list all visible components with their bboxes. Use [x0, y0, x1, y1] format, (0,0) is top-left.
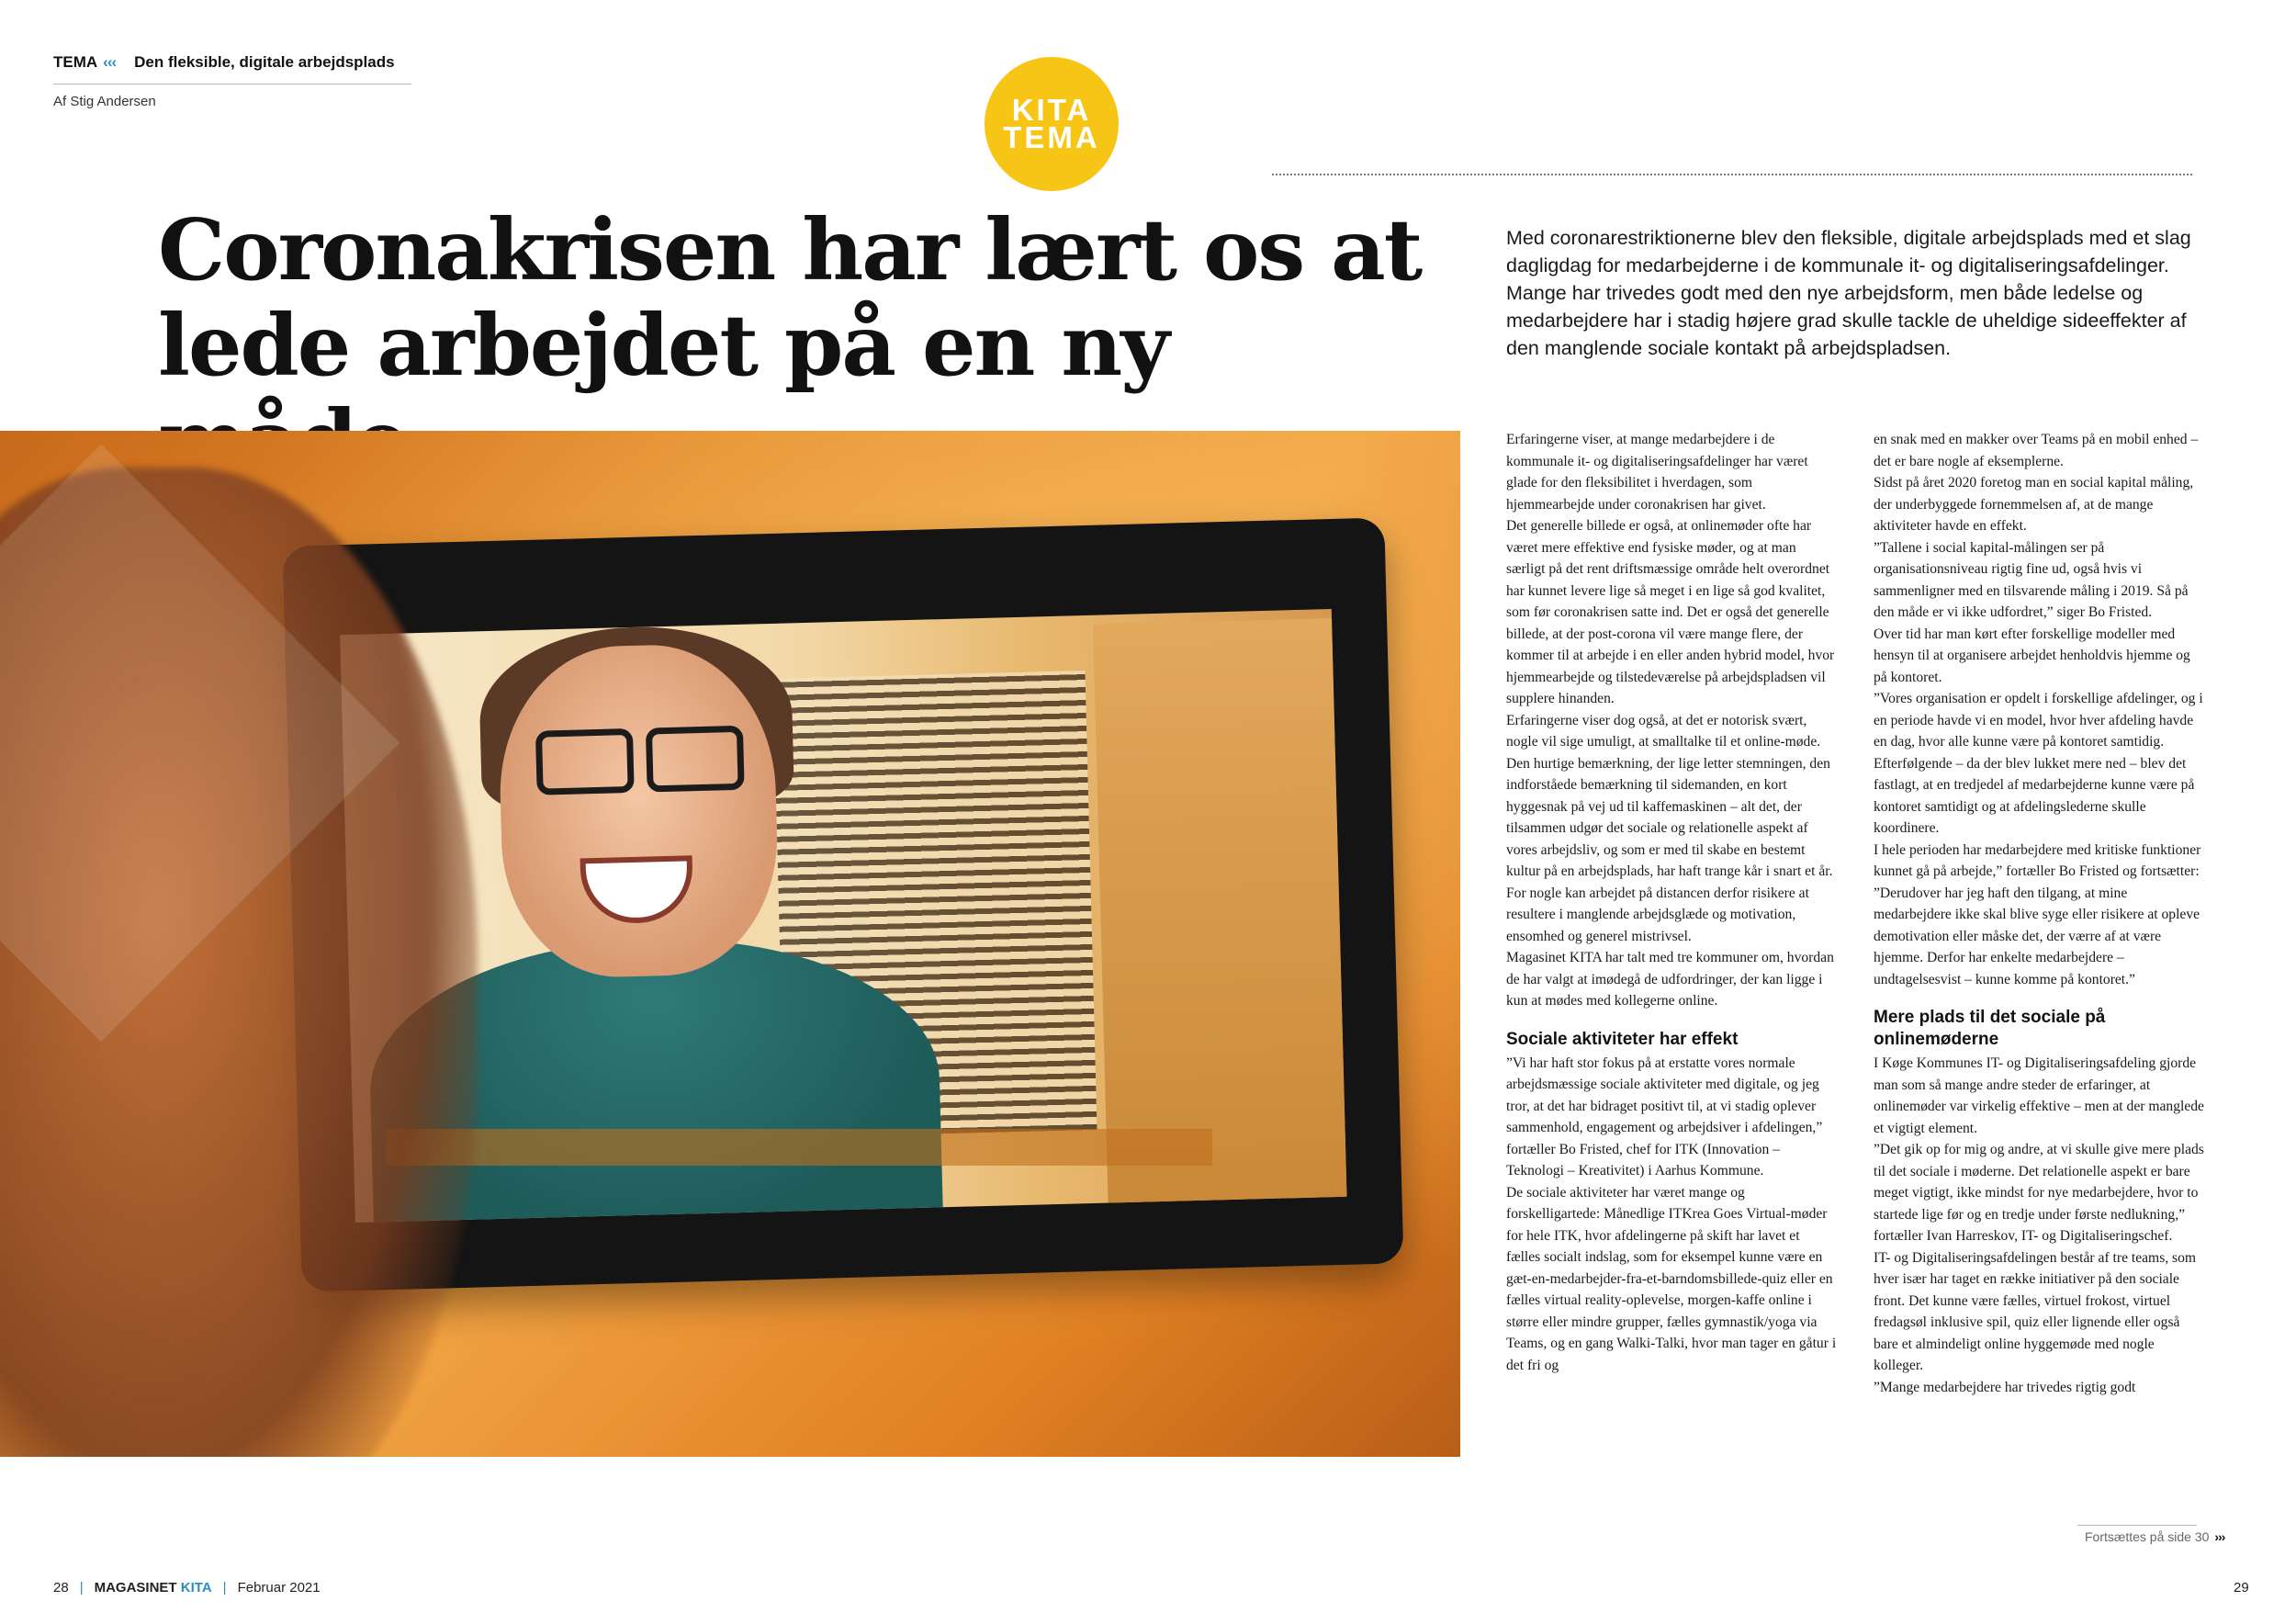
separator: |: [79, 1580, 84, 1596]
paragraph: I Køge Kommunes IT- og Digitaliseringsafdeling gjorde man som så mange andre steder de erfaringer, at onlinemøder var virkelig effektive – men at der manglede et vigtigt element.: [1874, 1055, 2204, 1136]
logo-line-2: TEMA: [1003, 120, 1100, 154]
paragraph: For nogle kan arbejdet på distancen derfor risikere at resultere i manglende arbejdsglæde og motivation, ensomhed og generel mistrivsel.: [1506, 885, 1809, 944]
paragraph: ”Det gik op for mig og andre, at vi skulle give mere plads til det sociale i møderne. Det relationelle aspekt er bare meget vigtigt, ikke mindst for nye medarbejdere, hvor to startede lige før og en tredje under første nedlukning,” fortæller Ivan Harreskov, IT- og Digitaliseringschef.: [1874, 1142, 2204, 1244]
continued-divider: [2077, 1525, 2197, 1526]
paragraph: Det generelle billede er også, at onlinemøder ofte har været mere effektive end fysiske møder, og at man særligt på det rent driftsmæssige område helt overordnet har kunnet levere lige så meget i en lige så god kvalitet, som før coronakrisen satte ind. Det er også det generelle billede, at der post-corona vil være mange flere, der kommer til at arbejde i en eller anden hybrid model, hvor hjemmearbejde og tilstedeværelse på arbejdspladsen vil supplere hinanden.: [1506, 518, 1835, 706]
paragraph: ”Tallene i social kapital-målingen ser på organisationsniveau rigtig fine ud, også hvis vi sammenligner med en tilsvarende måling i 2019. Så på den måde er vi ikke udfordret,” siger Bo Fristed.: [1874, 539, 2189, 620]
chevron-right-icon: ›››: [2214, 1529, 2225, 1544]
paragraph: ”Vi har haft stor fokus på at erstatte vores normale arbejdsmæssige sociale aktiviteter med digitale, og jeg tror, at det har bidraget positivt til, at vi stadig oplever sammenhold, engagement og arbejdsiver i afdelingen,” fortæller Bo Fristed, chef for ITK (Innovation – Teknologi – Kreativitet) i Aarhus Kommune.: [1506, 1054, 1823, 1179]
issue-date: Februar 2021: [237, 1580, 321, 1596]
byline: Af Stig Andersen: [53, 94, 156, 109]
paragraph: en snak med en makker over Teams på en mobil enhed – det er bare nogle af eksemplerne.: [1874, 432, 2199, 469]
paragraph: IT- og Digitaliseringsafdelingen består af tre teams, som hver især har taget en række initiativer på den sociale front. Det kunne være fælles, virtuel frokost, virtuel fredagsøl inklusive spil, quiz eller lignende eller også bare et almindeligt online hyggemøde med nogle kolleger.: [1874, 1249, 2197, 1373]
paragraph: I hele perioden har medarbejdere med kritiske funktioner kunnet gå på arbejde,” fortæller Bo Fristed og fortsætter:: [1874, 841, 2201, 879]
chevron-left-icon: ‹‹‹: [103, 53, 117, 71]
paragraph: ”Derudover har jeg haft den tilgang, at mine medarbejdere ikke skal blive syge eller risikere at opleve demotivation eller måske det, der værre af at være hjemme. Derfor har enkelte medarbejdere – undtagelsesvist – kunne komme på kontoret.”: [1874, 885, 2200, 987]
page-footer-left: [53, 1580, 321, 1596]
paragraph: Erfaringerne viser, at mange medarbejdere i de kommunale it- og digitaliseringsafdelinger har været glade for den fleksibilitet i hverdagen, som hjemmearbejde under coronakrisen har givet.: [1506, 432, 1808, 513]
kicker-divider: [53, 84, 411, 85]
page-number-right: 29: [2234, 1580, 2249, 1596]
paragraph: Over tid har man kørt efter forskellige modeller med hensyn til at organisere arbejdet henholdvis hjemme og på kontoret.: [1874, 626, 2190, 685]
subheading: Sociale aktiviteter har effekt: [1506, 1029, 1739, 1049]
dotted-divider: [1272, 174, 2192, 175]
logo-line-1: KITA: [1011, 93, 1092, 127]
separator: |: [222, 1580, 227, 1596]
page-number-left: 28: [53, 1580, 69, 1596]
kita-tema-logo: [985, 57, 1119, 191]
kicker-label: TEMA: [53, 53, 98, 71]
kicker-subtitle: Den fleksible, digitale arbejdsplads: [134, 53, 395, 71]
paragraph: Sidst på året 2020 foretog man en social kapital måling, der underbyggede fornemmelsen af, at de mange aktiviteter havde en effekt.: [1874, 475, 2194, 534]
article-lead: Med coronarestriktionerne blev den fleksible, digitale arbejdsplads med et slag dagligdag for medarbejderne i de kommunale it- og digitaliseringsafdelinger. Mange har trivedes godt med den nye arbejdsform, men både ledelse og medarbejdere har i stadig højere grad skulle tackle de uheldige sideeffekter af den manglende sociale kontakt på arbejdspladsen.: [1506, 227, 2191, 359]
article-headline: Coronakrisen har lært os at lede arbejdet på en ny: [158, 200, 1422, 395]
paragraph: Erfaringerne viser dog også, at det er notorisk svært, nogle vil sige umuligt, at smalltalke til et online-møde. Den hurtige bemærkning, der lige letter stemningen, den indforståede bemærkning til sidemanden, en kort hyggesnak på vej ud til kaffemaskinen – alt det, der tilsammen udgør det sociale og relationelle aspekt af vores arbejdsliv, og som er med til skabe en bestemt kultur på en arbejdsplads, har haft trange kår i snart et år.: [1506, 712, 1833, 879]
section-kicker: [53, 53, 395, 72]
continued-note: [2085, 1529, 2224, 1544]
body-column-2: [1874, 429, 2204, 1398]
magazine-brand: KITA: [180, 1580, 212, 1596]
continued-text: Fortsættes på side 30: [2085, 1529, 2210, 1544]
paragraph: Magasinet KITA har talt med tre kommuner om, hvordan de har valgt at imødegå de udfordringer, der kan ligge i kun at mødes med kollegerne online.: [1506, 950, 1834, 1009]
subheading: Mere plads til det sociale på onlinemøderne: [1874, 1008, 2106, 1049]
paragraph: De sociale aktiviteter har været mange og forskelligartede: Månedlige ITKrea Goes Virtual-møder for hele ITK, hvor afdelingerne på skift har lavet et fælles socialt indslag, som for eksempel kunne være en gæt-en-medarbejder-fra-et-barndomsbillede-quiz eller en fælles virtual reality-oplevelse, morgen-kaffe online i større eller mindre grupper, fælles gymnastik/yoga via Teams, og en gang Walki-Talki, hvor man tager en gåtur i det fri og: [1506, 1184, 1837, 1373]
article-photo: [0, 431, 1460, 1457]
magazine-name: MAGASINET: [94, 1580, 177, 1596]
paragraph: ”Mange medarbejdere har trivedes rigtig godt: [1874, 1379, 2136, 1395]
body-column-1: [1506, 429, 1837, 1376]
paragraph: ”Vores organisation er opdelt i forskellige afdelinger, og i en periode havde vi en model, hvor hver afdeling havde en dag, hvor alle kunne være på kontoret samtidig. Efterfølgende – da der blev lukket mere ned – blev det fastlagt, at en tredjedel af medarbejderne kunne være på kontoret samtidigt og at afdelingslederne skulle koordinere.: [1874, 691, 2203, 836]
